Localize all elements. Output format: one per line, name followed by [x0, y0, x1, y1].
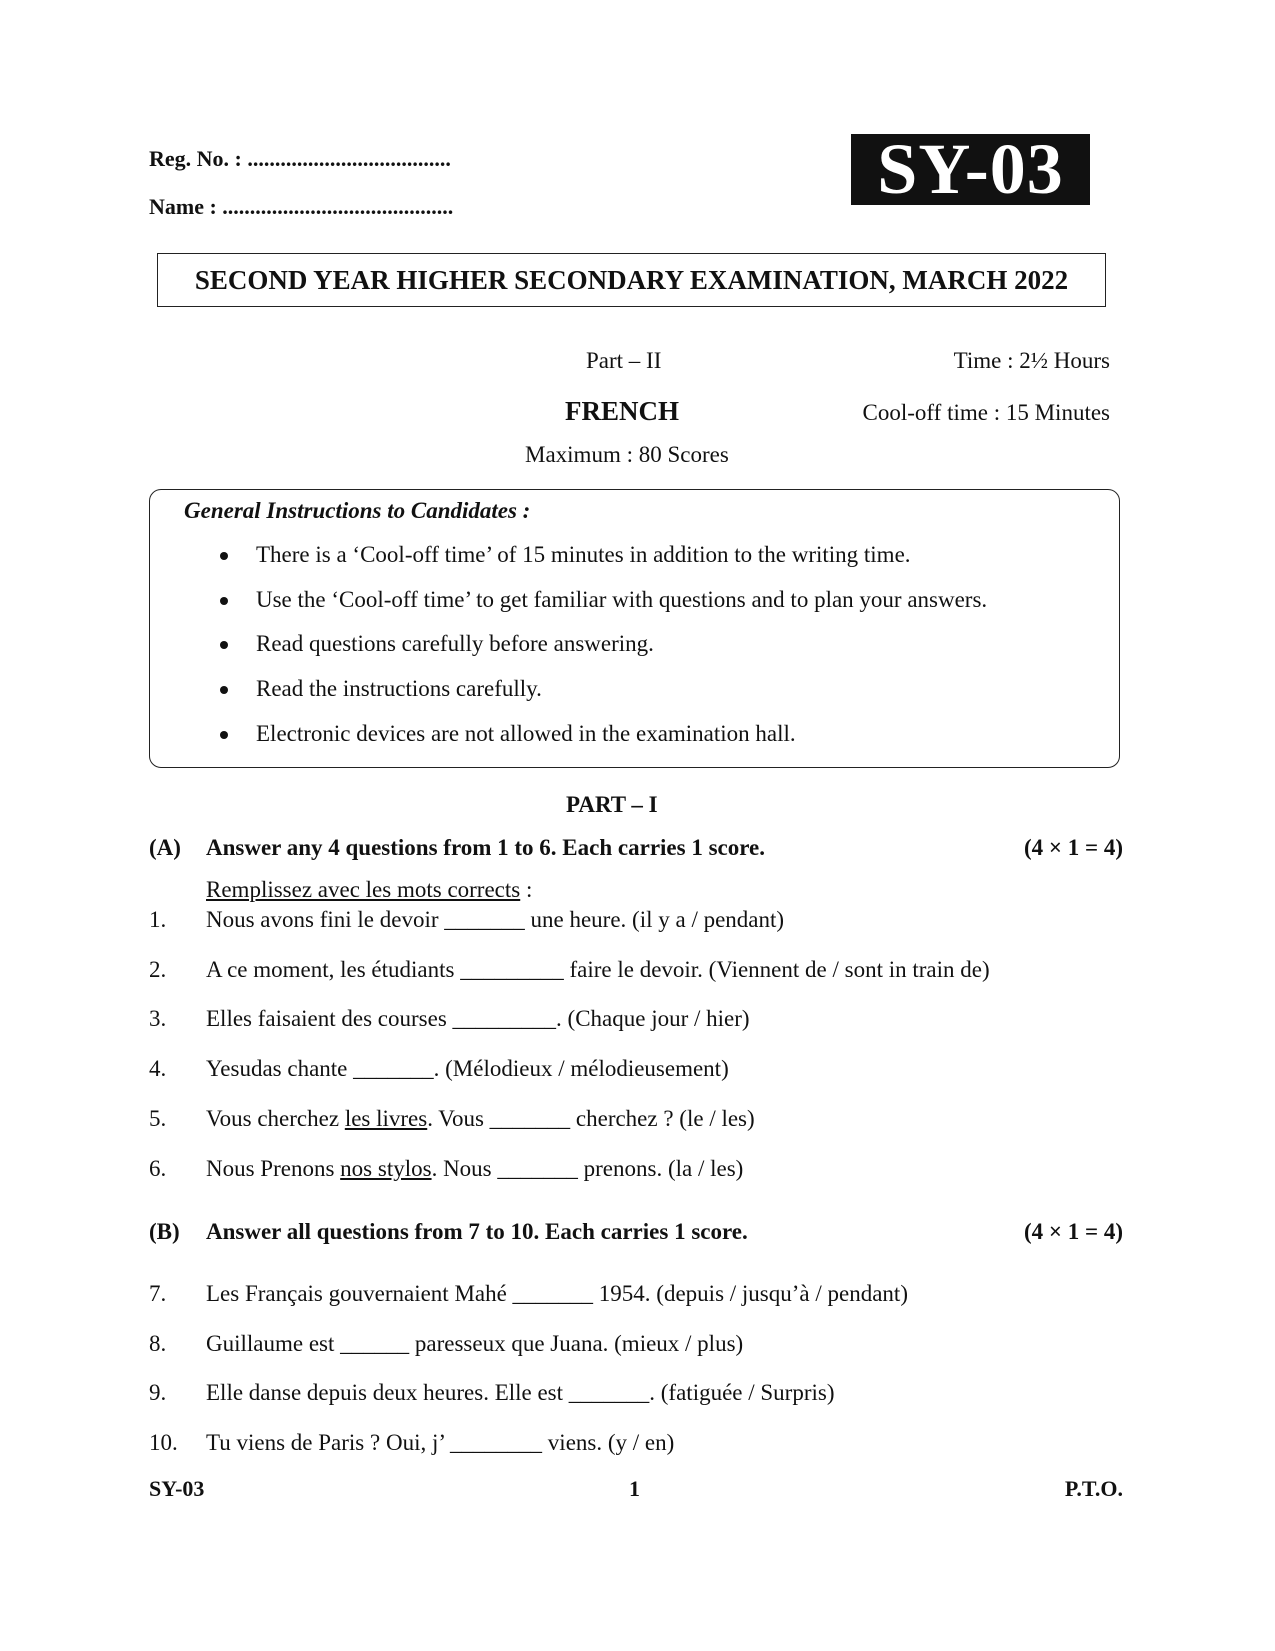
question-number: 5.: [149, 1106, 167, 1131]
question-text-post: . Nous _______ prenons. (la / les): [431, 1156, 744, 1181]
question-text: Nous avons fini le devoir _______ une heure. (il y a / pendant): [206, 907, 785, 932]
question-number: 1.: [149, 907, 167, 932]
pto-label: P.T.O.: [1064, 1476, 1123, 1501]
question-text-pre: Vous cherchez: [206, 1106, 345, 1131]
section-a-instruction: Answer any 4 questions from 1 to 6. Each carries 1 score.: [206, 835, 765, 860]
question-number: 4.: [149, 1056, 167, 1081]
bullet-icon: [220, 686, 228, 694]
instructions-title: General Instructions to Candidates :: [184, 498, 531, 523]
max-score-label: Maximum : 80 Scores: [525, 442, 729, 467]
instructions-box: [149, 489, 1120, 768]
question-text-underlined: nos stylos: [340, 1156, 432, 1181]
question-text: Elle danse depuis deux heures. Elle est _______. (fatiguée / Surpris): [206, 1380, 835, 1405]
exam-title: SECOND YEAR HIGHER SECONDARY EXAMINATION, MARCH 2022: [157, 253, 1106, 307]
section-b-label: (B): [149, 1219, 180, 1244]
sub-instruction-text: Remplissez avec les mots corrects: [206, 877, 521, 902]
instruction-text: Read questions carefully before answering.: [256, 631, 654, 656]
bullet-icon: [220, 731, 228, 739]
question-text: A ce moment, les étudiants _________ faire le devoir. (Viennent de / sont in train de): [206, 957, 990, 982]
part-label: Part – II: [586, 348, 662, 373]
question-text: Tu viens de Paris ? Oui, j’ ________ viens. (y / en): [206, 1430, 675, 1455]
instruction-text: Electronic devices are not allowed in the examination hall.: [256, 721, 796, 746]
instruction-text: Read the instructions carefully.: [256, 676, 542, 701]
time-label: Time : 2½ Hours: [953, 348, 1110, 373]
bullet-icon: [220, 552, 228, 560]
section-a-label: (A): [149, 835, 181, 860]
question-number: 9.: [149, 1380, 167, 1405]
question-text: [206, 1106, 755, 1132]
question-text: Guillaume est ______ paresseux que Juana. (mieux / plus): [206, 1331, 744, 1356]
question-number: 3.: [149, 1006, 167, 1031]
question-text: Les Français gouvernaient Mahé _______ 1954. (depuis / jusqu’à / pendant): [206, 1281, 908, 1306]
part-heading: PART – I: [566, 792, 658, 817]
question-text-post: . Vous _______ cherchez ? (le / les): [427, 1106, 755, 1131]
subject-title: FRENCH: [565, 396, 679, 426]
section-b-score: (4 × 1 = 4): [1023, 1219, 1123, 1244]
bullet-icon: [220, 597, 228, 605]
question-text-underlined: les livres: [344, 1106, 428, 1131]
question-number: 6.: [149, 1156, 167, 1181]
question-text: Elles faisaient des courses _________. (Chaque jour / hier): [206, 1006, 750, 1031]
bullet-icon: [220, 641, 228, 649]
cool-off-label: Cool-off time : 15 Minutes: [862, 400, 1110, 425]
footer-paper-code: SY-03: [149, 1476, 205, 1501]
question-number: 2.: [149, 957, 167, 982]
question-text-pre: Nous Prenons: [206, 1156, 341, 1181]
page-number: 1: [629, 1476, 640, 1501]
question-number: 10.: [149, 1430, 178, 1455]
question-number: 7.: [149, 1281, 167, 1306]
instruction-text: Use the ‘Cool-off time’ to get familiar with questions and to plan your answers.: [256, 587, 988, 612]
question-number: 8.: [149, 1331, 167, 1356]
name-field: Name : ..........................................: [149, 194, 454, 219]
paper-code-badge: SY-03: [851, 134, 1090, 205]
section-a-sub-instruction: [206, 877, 532, 903]
reg-no-field: Reg. No. : .....................................: [149, 146, 451, 171]
section-a-score: (4 × 1 = 4): [1023, 835, 1123, 860]
instruction-text: There is a ‘Cool-off time’ of 15 minutes in addition to the writing time.: [256, 542, 911, 567]
section-b-instruction: Answer all questions from 7 to 10. Each carries 1 score.: [206, 1219, 748, 1244]
question-text: Yesudas chante _______. (Mélodieux / mélodieusement): [206, 1056, 729, 1081]
sub-instruction-colon: :: [520, 877, 533, 902]
question-text: [206, 1156, 743, 1182]
